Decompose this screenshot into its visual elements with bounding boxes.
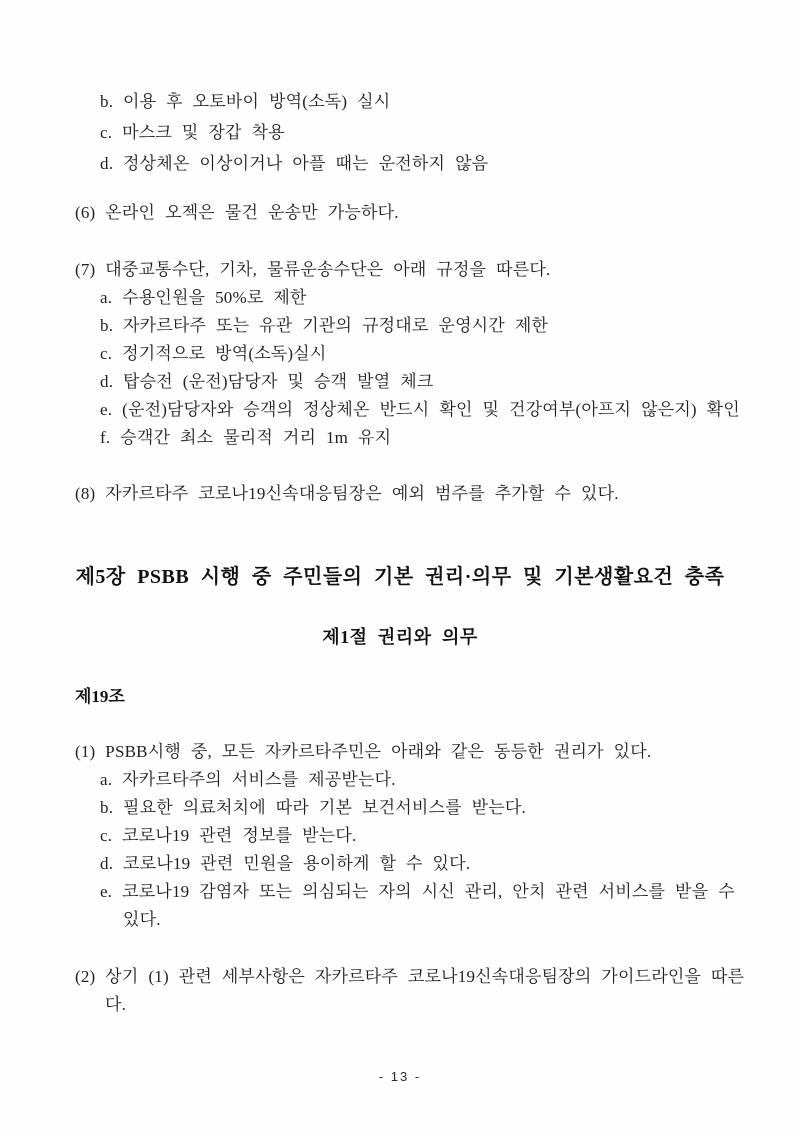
section-heading: 제1절 권리와 의무	[322, 627, 478, 647]
list-item: b. 자카르타주 또는 유관 기관의 규정대로 운영시간 제한	[100, 316, 549, 335]
list-item: d. 정상체온 이상이거나 아플 때는 운전하지 않음	[100, 154, 489, 173]
list-item: c. 정기적으로 방역(소독)실시	[100, 344, 327, 363]
paragraph-8: (8) 자카르타주 코로나19신속대응팀장은 예외 범주를 추가할 수 있다.	[75, 484, 619, 503]
list-item: d. 코로나19 관련 민원을 용이하게 할 수 있다.	[100, 854, 471, 873]
list-item: c. 코로나19 관련 정보를 받는다.	[100, 826, 357, 845]
paragraph-2: (2) 상기 (1) 관련 세부사항은 자카르타주 코로나19신속대응팀장의 가이드라인을 따른다.	[75, 967, 745, 1014]
page-number: - 13 -	[378, 1069, 422, 1084]
list-item: b. 필요한 의료처치에 따라 기본 보건서비스를 받는다.	[100, 798, 527, 817]
list-item: b. 이용 후 오토바이 방역(소독) 실시	[100, 92, 391, 111]
list-item: d. 탑승전 (운전)담당자 및 승객 발열 체크	[100, 372, 434, 391]
list-item: a. 자카르타주의 서비스를 제공받는다.	[100, 770, 396, 789]
paragraph-1: (1) PSBB시행 중, 모든 자카르타주민은 아래와 같은 동등한 권리가 있다.	[75, 742, 652, 761]
list-item: a. 수용인원을 50%로 제한	[100, 288, 307, 307]
paragraph-6: (6) 온라인 오젝은 물건 운송만 가능하다.	[75, 203, 399, 222]
list-item: e. (운전)담당자와 승객의 정상체온 반드시 확인 및 건강여부(아프지 않은지) 확인	[100, 400, 740, 419]
list-item: e. 코로나19 감염자 또는 의심되는 자의 시신 관리, 안치 관련 서비스를 받을 수 있다.	[100, 882, 735, 929]
article-heading: 제19조	[75, 687, 125, 706]
chapter-heading: 제5장 PSBB 시행 중 주민들의 기본 권리·의무 및 기본생활요건 충족	[75, 566, 725, 588]
paragraph-7: (7) 대중교통수단, 기차, 물류운송수단은 아래 규정을 따른다.	[75, 260, 551, 279]
list-item: f. 승객간 최소 물리적 거리 1m 유지	[100, 428, 392, 447]
list-item: c. 마스크 및 장갑 착용	[100, 123, 285, 142]
